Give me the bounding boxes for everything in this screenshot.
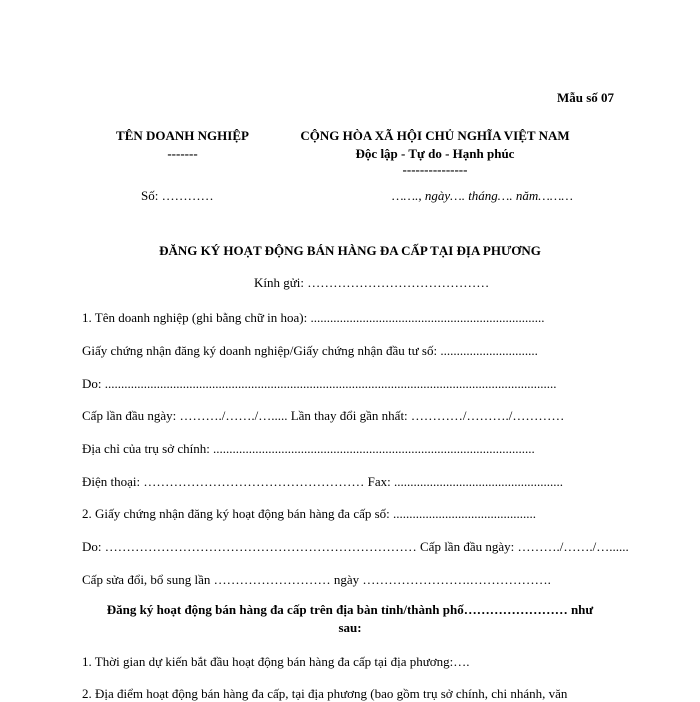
company-name-field: 1. Tên doanh nghiệp (ghi bằng chữ in hoa): ........................................................................ (82, 310, 545, 325)
item-start-time: 1. Thời gian dự kiến bắt đầu hoạt động bán hàng đa cấp tại địa phương:…. (82, 654, 470, 669)
recipient-line: Kính gửi: …………………………………… (254, 275, 490, 290)
registration-statement-line-2: sau: (338, 620, 362, 635)
amendment-field: Cấp sửa đổi, bổ sung lần ……………………… ngày …………………….………………. (82, 572, 551, 587)
document-date: ……., ngày…. tháng…. năm……… (392, 188, 573, 203)
head-office-address-field: Địa chỉ của trụ sở chính: ................................................................................................... (82, 441, 535, 456)
registration-statement-line-1: Đăng ký hoạt động bán hàng đa cấp trên địa bàn tỉnh/thành phố…………………… như (106, 602, 594, 617)
item-location: 2. Địa điểm hoạt động bán hàng đa cấp, tại địa phương (bao gồm trụ sở chính, chi nhánh, văn (82, 686, 568, 701)
company-divider: ------- (167, 146, 198, 161)
phone-fax-field: Điện thoại: …………………………………………… Fax: .................................................... (82, 474, 563, 489)
national-motto: Độc lập - Tự do - Hạnh phúc (355, 146, 515, 161)
mlm-issued-by-field: Do: ……………………………………………………………… Cấp lần đầu ngày: ………./……./…...... (82, 539, 629, 554)
mlm-certificate-field: 2. Giấy chứng nhận đăng ký hoạt động bán hàng đa cấp số: ............................................ (82, 506, 537, 521)
company-name-label: TÊN DOANH NGHIỆP (116, 128, 249, 143)
document-title: ĐĂNG KÝ HOẠT ĐỘNG BÁN HÀNG ĐA CẤP TẠI ĐỊA PHƯƠNG (159, 243, 541, 258)
document-number: Số: ………… (141, 188, 214, 203)
motto-divider: --------------- (402, 162, 468, 177)
republic-title: CỘNG HÒA XÃ HỘI CHỦ NGHĨA VIỆT NAM (300, 128, 570, 143)
issued-by-field: Do: ........................................................................................................................................... (82, 376, 557, 391)
issue-dates-field: Cấp lần đầu ngày: ………./……./…..... Lần thay đổi gần nhất: …………/………./………… (82, 408, 565, 423)
form-number: Mẫu số 07 (557, 90, 615, 105)
registration-certificate-field: Giấy chứng nhận đăng ký doanh nghiệp/Giấy chứng nhận đầu tư số: .............................. (82, 343, 538, 358)
